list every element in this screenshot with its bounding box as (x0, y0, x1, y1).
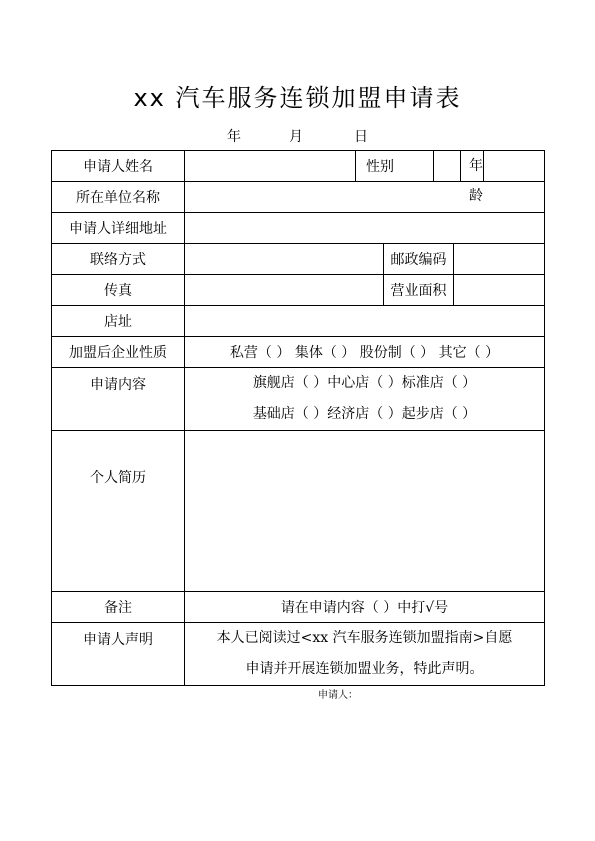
store-options-line1[interactable]: 旗舰店（ ）中心店（ ）标准店（ ） (252, 375, 477, 391)
age-label: 年龄 (469, 158, 483, 204)
page-title: xx 汽车服务连锁加盟申请表 (133, 84, 462, 112)
applicant-name-value[interactable] (185, 151, 356, 182)
enterprise-nature-options[interactable]: 私营（ ） 集体（ ） 股份制（ ） 其它（ ） (185, 337, 545, 368)
remark-text: 请在申请内容（ ）中打√号 (185, 592, 545, 623)
remark-label: 备注 (52, 592, 185, 623)
row-applicant-name (52, 151, 545, 182)
row-fax (52, 275, 545, 306)
application-form-table (51, 150, 545, 686)
business-area-label: 营业面积 (384, 275, 454, 306)
resume-value[interactable] (185, 431, 545, 592)
declaration-line2: 申请并开展连锁加盟业务，特此声明。 (245, 661, 484, 677)
enterprise-nature-label: 加盟后企业性质 (52, 337, 185, 368)
date-month-label: 月 (289, 129, 303, 145)
row-remark (52, 592, 545, 623)
address-detail-value[interactable] (185, 213, 545, 244)
store-options-line2[interactable]: 基础店（ ）经济店（ ）起步店（ ） (252, 406, 477, 422)
row-apply-content (52, 368, 545, 431)
row-store-address (52, 306, 545, 337)
contact-label: 联络方式 (52, 244, 185, 275)
row-contact (52, 244, 545, 275)
declaration-label: 申请人声明 (52, 623, 185, 686)
postal-code-label: 邮政编码 (384, 244, 454, 275)
date-day-label: 日 (354, 129, 368, 145)
company-name-label: 所在单位名称 (52, 182, 185, 213)
resume-label: 个人简历 (52, 431, 185, 592)
date-year-label: 年 (227, 129, 241, 145)
declaration-line1: 本人已阅读过<xx 汽车服务连锁加盟指南>自愿 (216, 630, 513, 646)
postal-code-value[interactable] (454, 244, 545, 275)
store-address-label: 店址 (52, 306, 185, 337)
gender-value[interactable] (434, 151, 461, 181)
row-enterprise-nature (52, 337, 545, 368)
fax-value[interactable] (185, 275, 384, 306)
row-declaration (52, 623, 545, 686)
row-address-detail (52, 213, 545, 244)
business-area-value[interactable] (454, 275, 545, 306)
age-value[interactable] (484, 151, 545, 182)
apply-content-label: 申请内容 (52, 368, 185, 431)
applicant-name-label: 申请人姓名 (52, 151, 185, 182)
company-name-value[interactable] (185, 182, 545, 213)
fax-label: 传真 (52, 275, 185, 306)
signer-label: 申请人： (318, 690, 358, 701)
row-resume (52, 431, 545, 592)
gender-label: 性别 (356, 151, 434, 182)
store-address-value[interactable] (185, 306, 545, 337)
address-detail-label: 申请人详细地址 (52, 213, 185, 244)
contact-value[interactable] (185, 244, 384, 275)
